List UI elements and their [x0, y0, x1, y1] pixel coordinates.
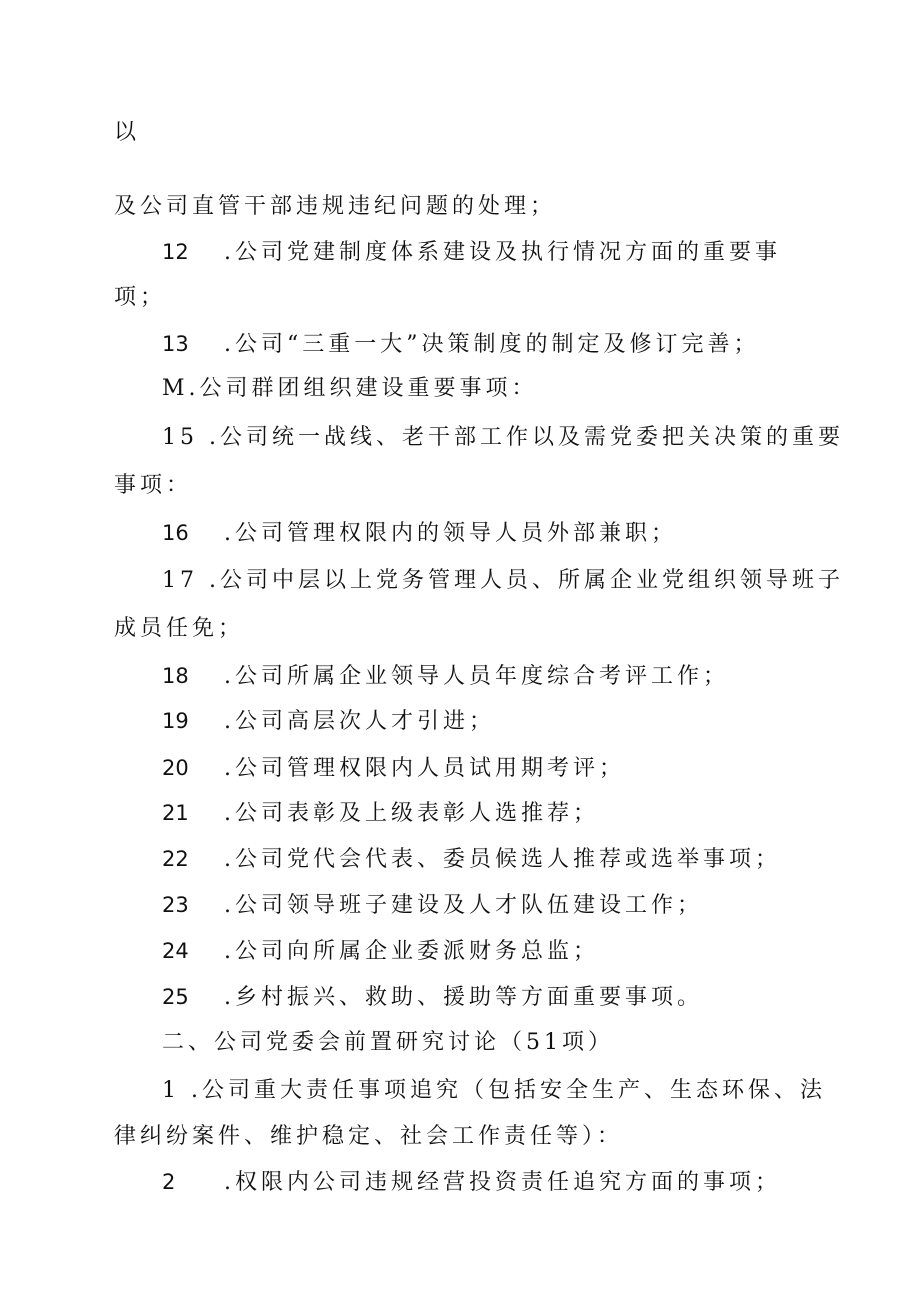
- item-number: 24: [162, 939, 189, 963]
- item-number: 21: [162, 801, 189, 825]
- item-number: 25: [162, 985, 189, 1009]
- item-text: .公司表彰及上级表彰人选推荐；: [224, 801, 599, 826]
- item-number: 2: [162, 1170, 176, 1194]
- section-heading: 二、公司党委会前置研究讨论（51项）: [162, 1030, 614, 1055]
- list-item-14: M.公司群团组织建设重要事项：: [162, 376, 538, 401]
- item-text: .公司“三重一大”决策制度的制定及修订完善；: [224, 332, 760, 357]
- item-number: 13: [162, 332, 189, 356]
- item-text: .公司管理权限内的领导人员外部兼职；: [224, 521, 677, 546]
- item-text: .公司管理权限内人员试用期考评；: [224, 756, 625, 781]
- text-line-continuation: 律纠纷案件、维护稳定、社会工作责任等）：: [114, 1124, 624, 1149]
- text-line-continuation: 事项：: [114, 473, 193, 498]
- item-text: .公司所属企业领导人员年度综合考评工作；: [224, 664, 729, 689]
- list-item-24: [162, 936, 599, 967]
- item-number: 22: [162, 847, 189, 871]
- item-number: 19: [162, 709, 189, 733]
- item-number: 12: [162, 240, 189, 264]
- list-item-17: 17 .公司中层以上党务管理人员、所属企业党组织领导班子: [162, 568, 844, 593]
- list-item-15: 15 .公司统一战线、老干部工作以及需党委把关决策的重要: [162, 425, 844, 450]
- text-line-continuation: 项；: [114, 285, 167, 310]
- text-line-1: 以: [114, 120, 141, 145]
- list-item-1: 1 .公司重大责任事项追究（包括安全生产、生态环保、法: [162, 1078, 826, 1103]
- list-item-16: [162, 518, 677, 549]
- list-item-12: [162, 237, 781, 268]
- list-item-25: [162, 982, 703, 1013]
- list-item-21: [162, 798, 599, 829]
- list-item-13: [162, 329, 760, 360]
- text-line-continuation: 成员任免；: [114, 616, 245, 641]
- list-item-19: [162, 706, 495, 737]
- item-number: 23: [162, 893, 189, 917]
- text-line-2: 及公司直管干部违规违纪问题的处理；: [114, 194, 557, 219]
- item-text: .公司党代会代表、委员候选人推荐或选举事项；: [224, 847, 781, 872]
- list-item-18: [162, 661, 729, 692]
- item-text: .乡村振兴、救助、援助等方面重要事项。: [224, 985, 703, 1010]
- list-item-22: [162, 844, 781, 875]
- item-number: 18: [162, 664, 189, 688]
- item-text: .公司向所属企业委派财务总监；: [224, 939, 599, 964]
- item-text: .公司高层次人才引进；: [224, 709, 495, 734]
- item-text: .权限内公司违规经营投资责任追究方面的事项；: [224, 1170, 781, 1195]
- item-text: .公司党建制度体系建设及执行情况方面的重要事: [224, 240, 781, 265]
- list-item-20: [162, 753, 625, 784]
- item-number: 16: [162, 521, 189, 545]
- item-number: 20: [162, 756, 189, 780]
- list-item-23: [162, 890, 703, 921]
- list-item-2: [162, 1167, 781, 1198]
- item-text: .公司领导班子建设及人才队伍建设工作；: [224, 893, 703, 918]
